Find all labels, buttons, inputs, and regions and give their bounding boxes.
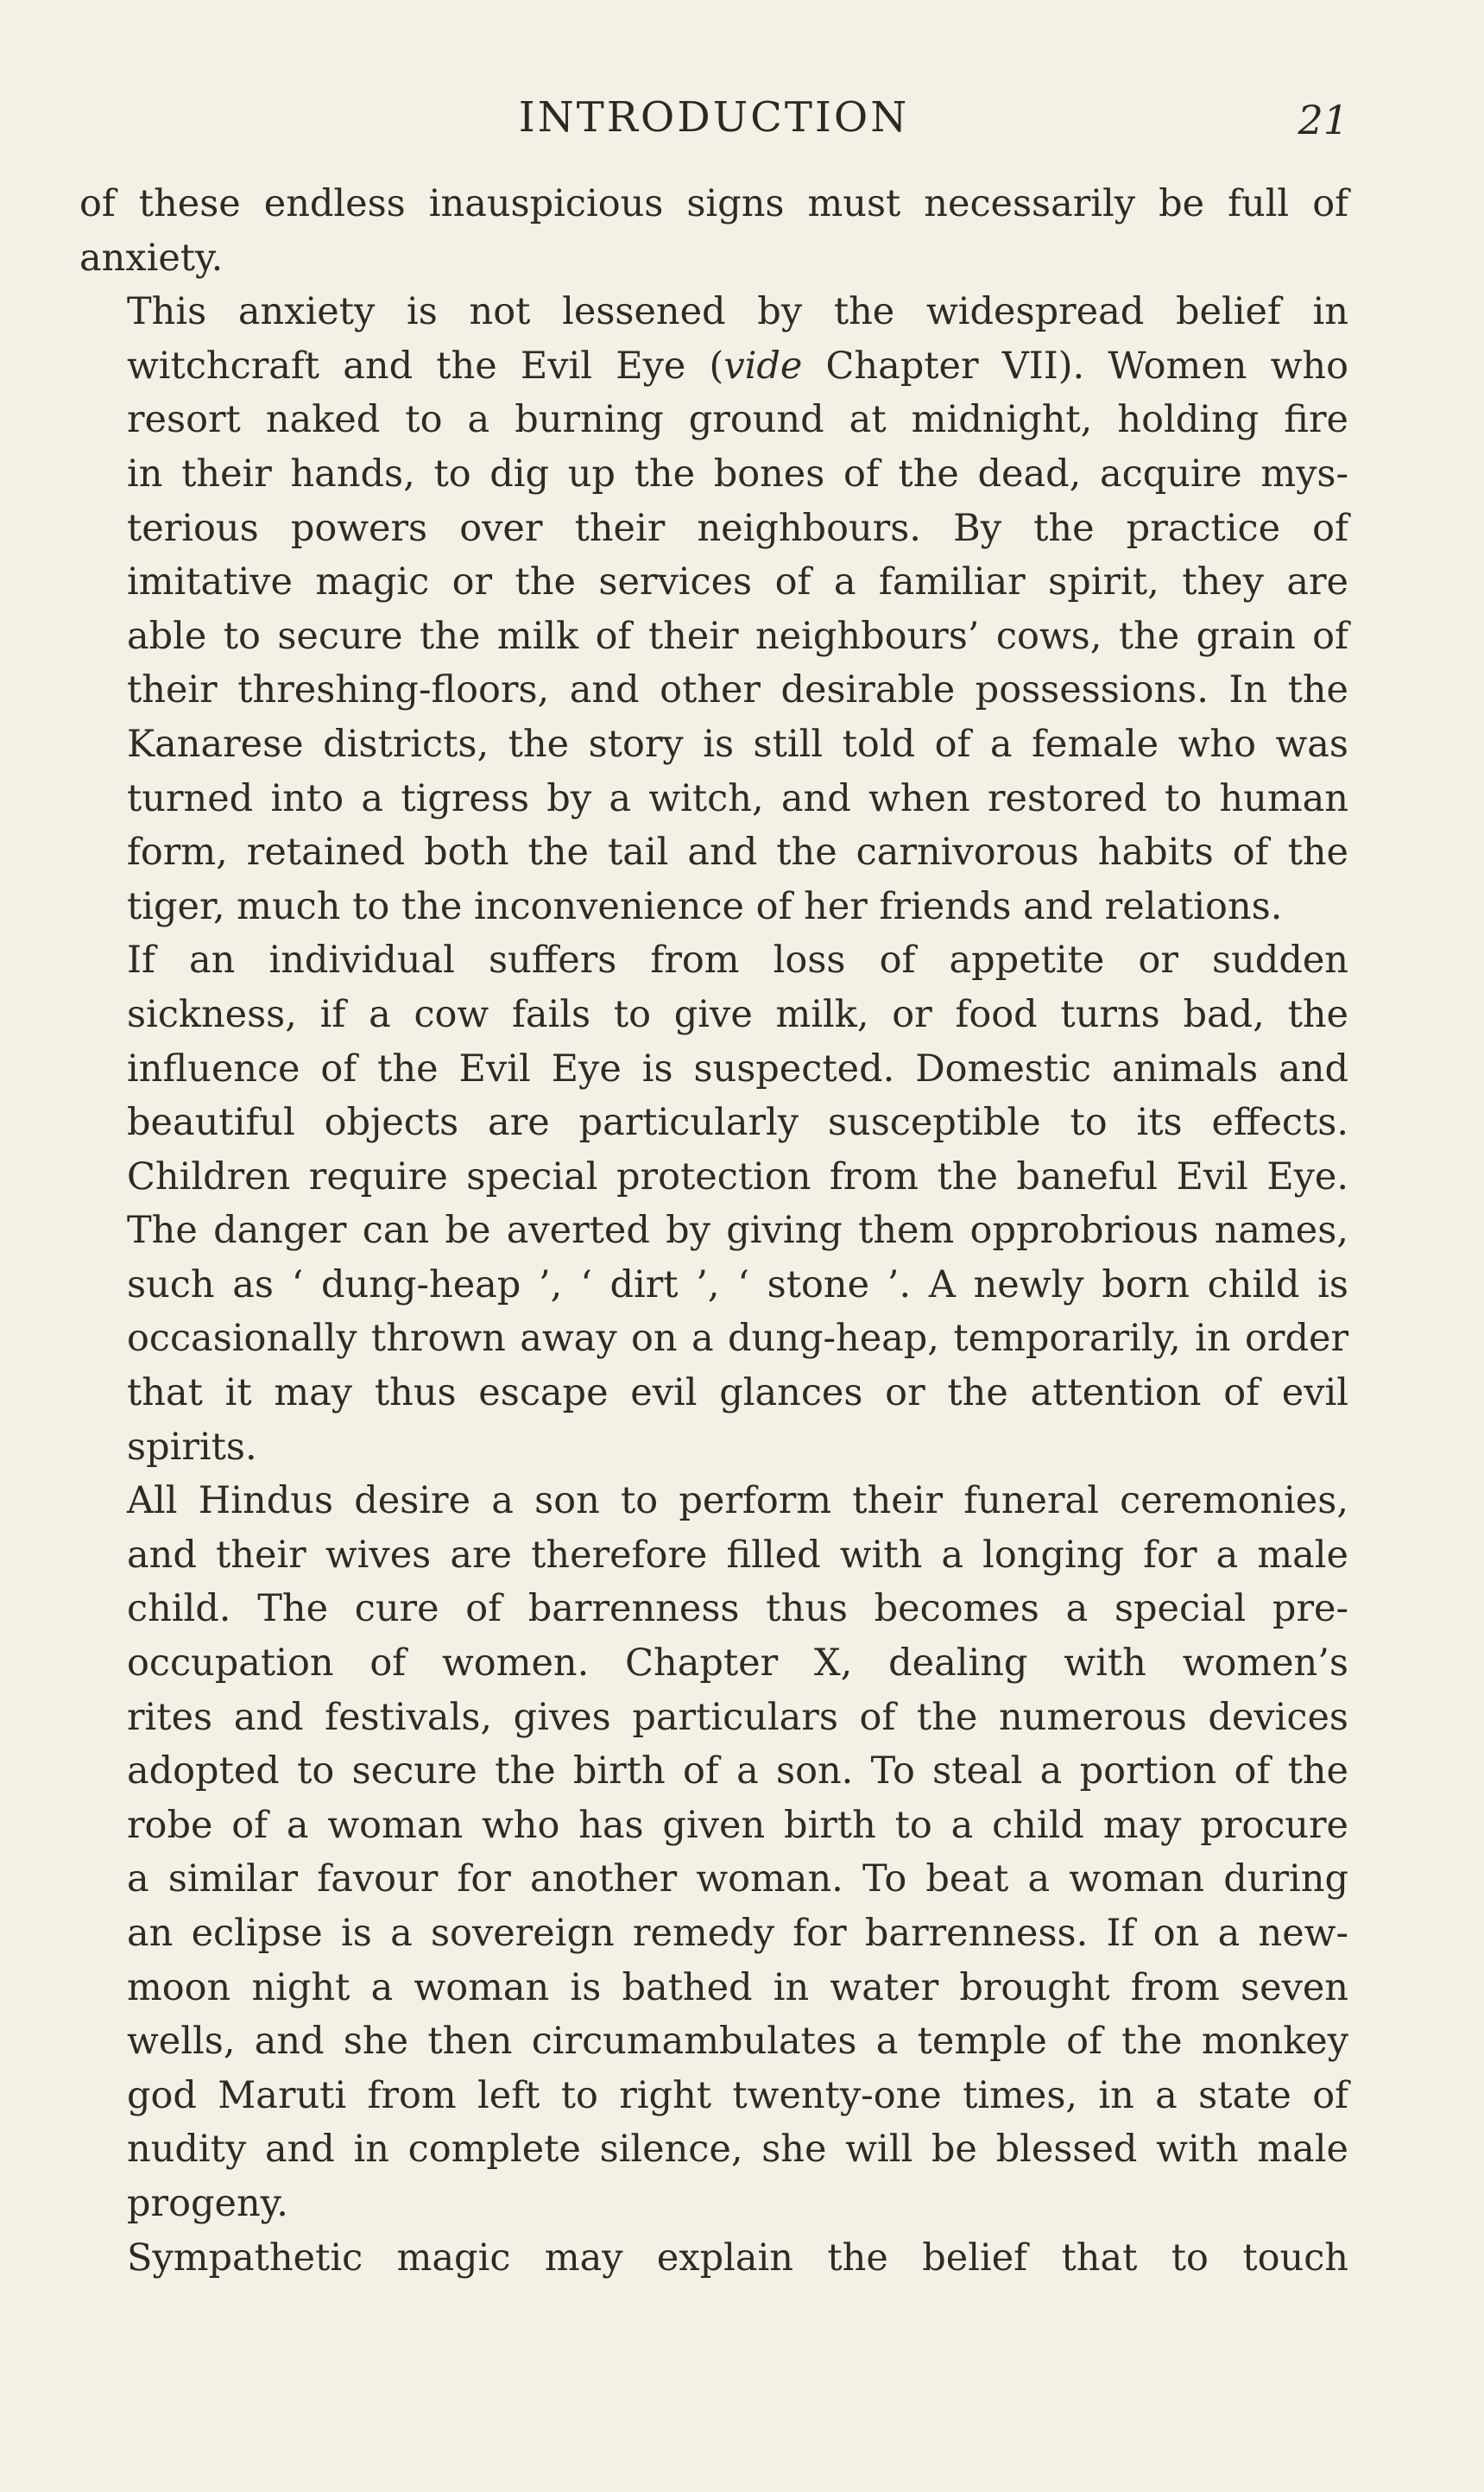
- text-line: terious powers over their neighbours. By the practice of: [127, 506, 1348, 550]
- text-line: If an individual suffers from loss of appetite or sudden: [127, 939, 1348, 983]
- text-line: tiger, much to the inconvenience of her friends and relations.: [127, 884, 1283, 928]
- text-line: sickness, if a cow fails to give milk, or food turns bad, the: [127, 992, 1348, 1036]
- text-line: nudity and in complete silence, she will be blessed with male: [127, 2128, 1348, 2172]
- paragraph: [79, 2231, 1348, 2286]
- paragraph: [79, 933, 1348, 1474]
- text-line: adopted to secure the birth of a son. To steal a portion of the: [127, 1749, 1348, 1793]
- text-line: such as ‘ dung-heap ’, ‘ dirt ’, ‘ stone ’. A newly born child is: [127, 1262, 1348, 1306]
- text-line: of these endless inauspicious signs must necessarily be full of: [79, 182, 1348, 225]
- text-line: moon night a woman is bathed in water brought from seven: [127, 1965, 1348, 2009]
- text-line: Sympathetic magic may explain the belief that to touch: [127, 2236, 1348, 2280]
- italic-word: vide: [723, 344, 803, 388]
- text-line: imitative magic or the services of a familiar spirit, they are: [127, 560, 1348, 604]
- text-line-with-emphasis: witchcraft and the Evil Eye (vide Chapter VII). Women who: [127, 344, 1349, 388]
- text-line: All Hindus desire a son to perform their funeral ceremonies,: [127, 1479, 1348, 1523]
- chapter-title: INTRODUCTION: [518, 93, 910, 142]
- text-line: their threshing-floors, and other desirable possessions. In the: [127, 668, 1348, 712]
- text-line: turned into a tigress by a witch, and when restored to human: [127, 776, 1348, 820]
- text-line: robe of a woman who has given birth to a child may procure: [127, 1803, 1348, 1847]
- text-line: and their wives are therefore filled with a longing for a male: [127, 1533, 1348, 1577]
- text-line: Kanarese districts, the story is still told of a female who was: [127, 722, 1348, 766]
- text-line: god Maruti from left to right twenty-one times, in a state of: [127, 2073, 1348, 2117]
- running-head: [79, 93, 1348, 154]
- paragraph: [79, 285, 1348, 933]
- body-text: [79, 177, 1348, 2285]
- text-line: anxiety.: [79, 236, 224, 280]
- paragraph: [79, 1474, 1348, 2230]
- text-line: The danger can be averted by giving them opprobrious names,: [127, 1209, 1348, 1253]
- text-line: influence of the Evil Eye is suspected. Domestic animals and: [127, 1047, 1348, 1091]
- text-line: form, retained both the tail and the carnivorous habits of the: [127, 831, 1348, 875]
- text-line: a similar favour for another woman. To beat a woman during: [127, 1857, 1348, 1901]
- text-line: beautiful objects are particularly susceptible to its effects.: [127, 1101, 1348, 1145]
- text-line: occupation of women. Chapter X, dealing with women’s: [127, 1641, 1348, 1686]
- text-line: child. The cure of barrenness thus becomes a special pre-: [127, 1587, 1348, 1631]
- text-line: wells, and she then circumambulates a temple of the monkey: [127, 2020, 1348, 2064]
- text-line: This anxiety is not lessened by the widespread belief in: [127, 290, 1348, 334]
- text-line: spirits.: [127, 1425, 257, 1469]
- text-line: Children require special protection from the baneful Evil Eye.: [127, 1154, 1348, 1199]
- text-line: rites and festivals, gives particulars of the numerous devices: [127, 1695, 1348, 1739]
- text-line: that it may thus escape evil glances or the attention of evil: [127, 1371, 1348, 1415]
- text-line: in their hands, to dig up the bones of the dead, acquire mys-: [127, 452, 1348, 496]
- paragraph: [79, 177, 1348, 285]
- text-line: an eclipse is a sovereign remedy for barrenness. If on a new-: [127, 1912, 1348, 1955]
- text-line: progeny.: [127, 2181, 288, 2225]
- page-number: 21: [1298, 97, 1348, 143]
- text-line: able to secure the milk of their neighbours’ cows, the grain of: [127, 614, 1348, 658]
- text-line: occasionally thrown away on a dung-heap, temporarily, in order: [127, 1317, 1348, 1361]
- text-line: resort naked to a burning ground at midnight, holding fire: [127, 398, 1348, 442]
